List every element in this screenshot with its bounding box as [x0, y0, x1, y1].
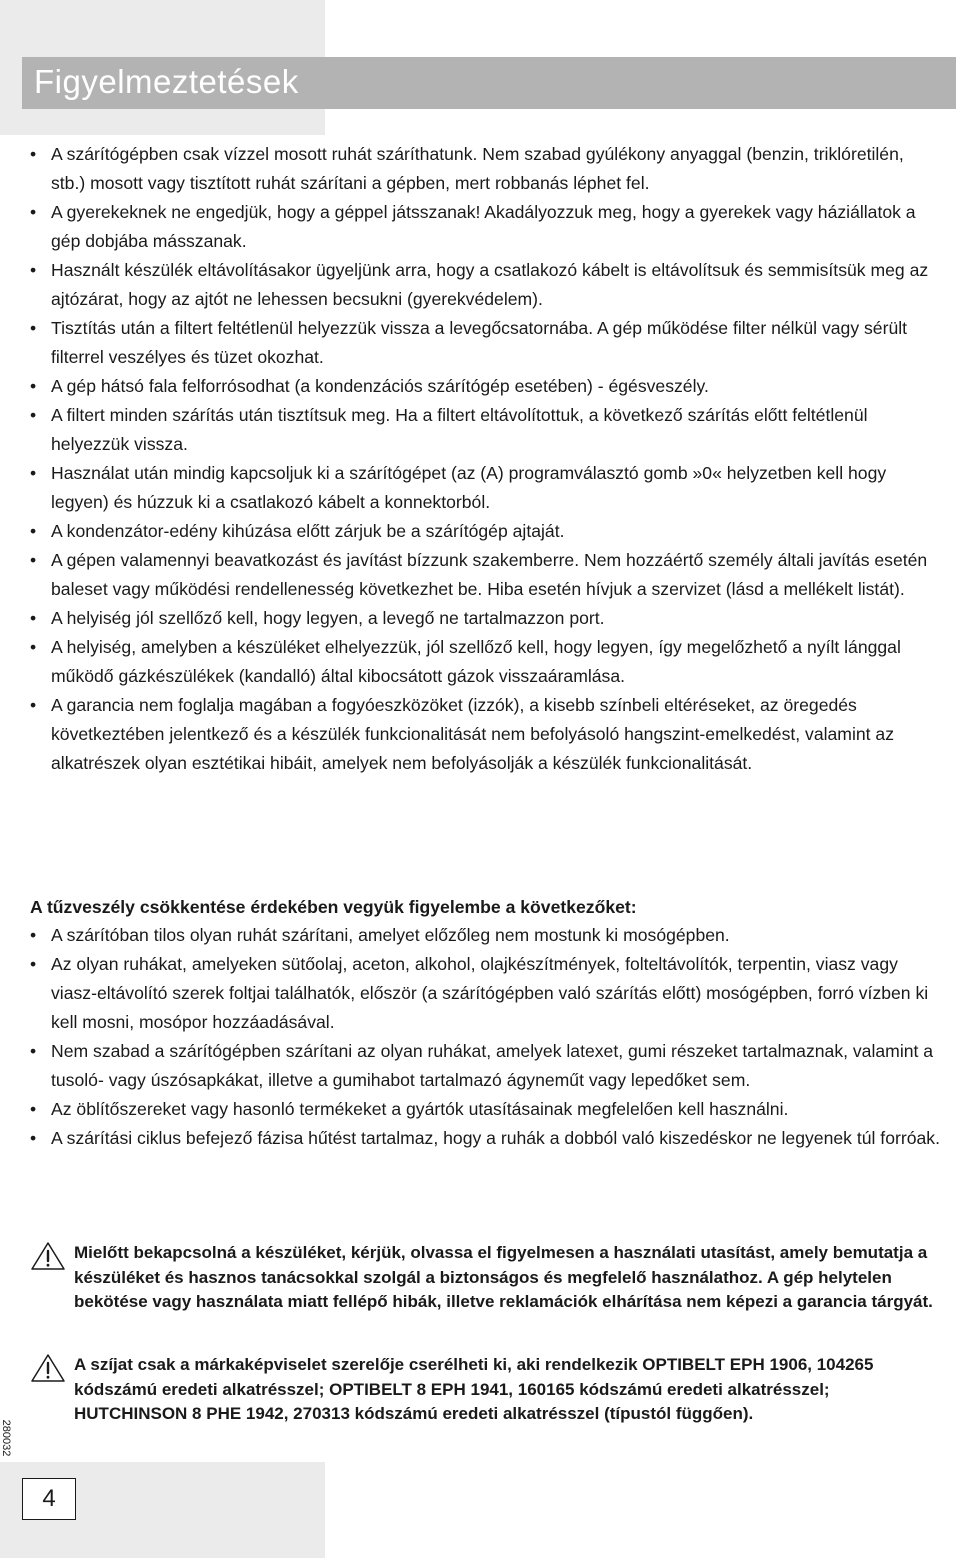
list-item-text: A szárítóban tilos olyan ruhát szárítani, amelyet előzőleg nem mostunk ki mosógépben.: [51, 925, 730, 945]
notice-text: Mielőtt bekapcsolná a készüléket, kérjük, olvassa el figyelmesen a használati utasítást, amely bemutatja a készüléket és hasznos tanácsokkal szolgál a biztonságos és megfelelő használathoz. A gép helytelen bekötése vagy használata miatt fellépő hibák, illetve reklamációk elhárítása nem képezi a garancia tárgyát.: [74, 1243, 933, 1311]
list-item-text: Használt készülék eltávolításakor ügyeljünk arra, hogy a csatlakozó kábelt is eltávolítsuk és semmisítsük meg az ajtózárat, hogy az ajtót ne lehessen becsukni (gyerekvédelem).: [51, 260, 929, 309]
list-item: [30, 372, 942, 401]
list-item: [30, 950, 942, 1037]
bullet-icon: •: [30, 637, 37, 657]
document-code: 280032: [0, 1419, 12, 1457]
list-item-text: Használat után mindig kapcsoljuk ki a szárítógépet (az (A) programválasztó gomb »0« helyzetben kell hogy legyen) és húzzuk ki a csatlakozó kábelt a konnektorból.: [51, 463, 887, 512]
list-item: [30, 1037, 942, 1095]
bullet-icon: •: [30, 1041, 37, 1061]
list-item-text: A gép hátsó fala felforrósodhat (a kondenzációs szárítógép esetében) - égésveszély.: [51, 376, 709, 396]
list-item-text: A garancia nem foglalja magában a fogyóeszközöket (izzók), a kisebb színbeli eltéréseket, az öregedés következtében jelentkező és a készülék funkcionalitását nem befolyásoló hangszint-emelkedést, valamint az alkatrészek olyan esztétikai hibáit, amelyek nem befolyásolják a készülék funkcionalitását.: [51, 695, 895, 773]
list-item: [30, 1095, 942, 1124]
notice-text: A szíjat csak a márkaképviselet szerelője cserélheti ki, aki rendelkezik OPTIBELT EPH 1906, 104265 kódszámú eredeti alkatrésszel; OPTIBELT 8 EPH 1941, 160165 kódszámú eredeti alkatrésszel; HUTCHINSON 8 PHE 1942, 270313 kódszámú eredeti alkatrésszel (típustól függően).: [74, 1355, 874, 1423]
bullet-icon: •: [30, 405, 37, 425]
list-item: [30, 140, 942, 198]
notice-manual: [30, 1241, 940, 1315]
warning-triangle-icon: [30, 1353, 66, 1383]
list-item-text: A helyiség, amelyben a készüléket elhelyezzük, jól szellőző kell, hogy legyen, így megelőzhető a nyílt lánggal működő gázkészülékek (kandalló) által kibocsátott gázok visszaáramlása.: [51, 637, 901, 686]
bullet-icon: •: [30, 925, 37, 945]
bullet-icon: •: [30, 463, 37, 483]
warnings-list: [30, 140, 942, 778]
list-item-text: A szárítógépben csak vízzel mosott ruhát száríthatunk. Nem szabad gyúlékony anyaggal (benzin, triklóretilén, stb.) mosott vagy tisztított ruhát szárítani a gépben, mert robbanás léphet fel.: [51, 144, 904, 193]
list-item: [30, 198, 942, 256]
bullet-icon: •: [30, 260, 37, 280]
list-item-text: A helyiség jól szellőző kell, hogy legyen, a levegő ne tartalmazzon port.: [51, 608, 605, 628]
list-item-text: A szárítási ciklus befejező fázisa hűtést tartalmaz, hogy a ruhák a dobból való kiszedéskor ne legyenek túl forróak.: [51, 1128, 940, 1148]
title-bar: [22, 57, 956, 109]
list-item-text: A gépen valamennyi beavatkozást és javítást bízzunk szakemberre. Nem hozzáértő személy általi javítás esetén baleset vagy működési rendellenesség következhet be. Hiba esetén hívjuk a szervizet (lásd a mellékelt listát).: [51, 550, 928, 599]
list-item-text: Nem szabad a szárítógépben szárítani az olyan ruhákat, amelyek latexet, gumi részeket tartalmaznak, valamint a tusoló- vagy úszósapkákat, illetve a gumihabot tartalmazó ágyneműt vagy lepedőket sem.: [51, 1041, 934, 1090]
bullet-icon: •: [30, 202, 37, 222]
fire-safety-list: [30, 921, 942, 1153]
list-item: [30, 256, 942, 314]
list-item: [30, 604, 942, 633]
warning-triangle-icon: [30, 1241, 66, 1271]
bullet-icon: •: [30, 318, 37, 338]
list-item: [30, 1124, 942, 1153]
list-item-text: A gyerekeknek ne engedjük, hogy a géppel játsszanak! Akadályozzuk meg, hogy a gyerekek vagy háziállatok a gép dobjába másszanak.: [51, 202, 916, 251]
list-item: [30, 921, 942, 950]
list-item: [30, 691, 942, 778]
list-item: [30, 546, 942, 604]
list-item: [30, 459, 942, 517]
bullet-icon: •: [30, 954, 37, 974]
notice-belt: [30, 1353, 940, 1427]
page-number: 4: [22, 1478, 76, 1520]
list-item: [30, 517, 942, 546]
bullet-icon: •: [30, 550, 37, 570]
bullet-icon: •: [30, 144, 37, 164]
list-item: [30, 633, 942, 691]
list-item: [30, 401, 942, 459]
list-item-text: Az olyan ruhákat, amelyeken sütőolaj, aceton, alkohol, olajkészítmények, folteltávolítók, terpentin, viasz vagy viasz-eltávolító szerek foltjai találhatók, először (a szárítógépben való szárítás előtt) mosógépben, forró vízben ki kell mosni, mosópor hozzáadásával.: [51, 954, 929, 1032]
bullet-icon: •: [30, 521, 37, 541]
bullet-icon: •: [30, 608, 37, 628]
list-item-text: A filtert minden szárítás után tisztítsuk meg. Ha a filtert eltávolítottuk, a következő szárítás előtt feltétlenül helyezzük vissza.: [51, 405, 868, 454]
page-title: Figyelmeztetések: [34, 63, 299, 100]
list-item: [30, 314, 942, 372]
list-item-text: Az öblítőszereket vagy hasonló termékeket a gyártók utasításainak megfelelően kell használni.: [51, 1099, 789, 1119]
bullet-icon: •: [30, 1099, 37, 1119]
bullet-icon: •: [30, 695, 37, 715]
list-item-text: A kondenzátor-edény kihúzása előtt zárjuk be a szárítógép ajtaját.: [51, 521, 565, 541]
bullet-icon: •: [30, 376, 37, 396]
bullet-icon: •: [30, 1128, 37, 1148]
fire-safety-heading: A tűzveszély csökkentése érdekében vegyük figyelembe a következőket:: [30, 897, 637, 917]
list-item-text: Tisztítás után a filtert feltétlenül helyezzük vissza a levegőcsatornába. A gép működése filter nélkül vagy sérült filterrel veszélyes és tüzet okozhat.: [51, 318, 908, 367]
